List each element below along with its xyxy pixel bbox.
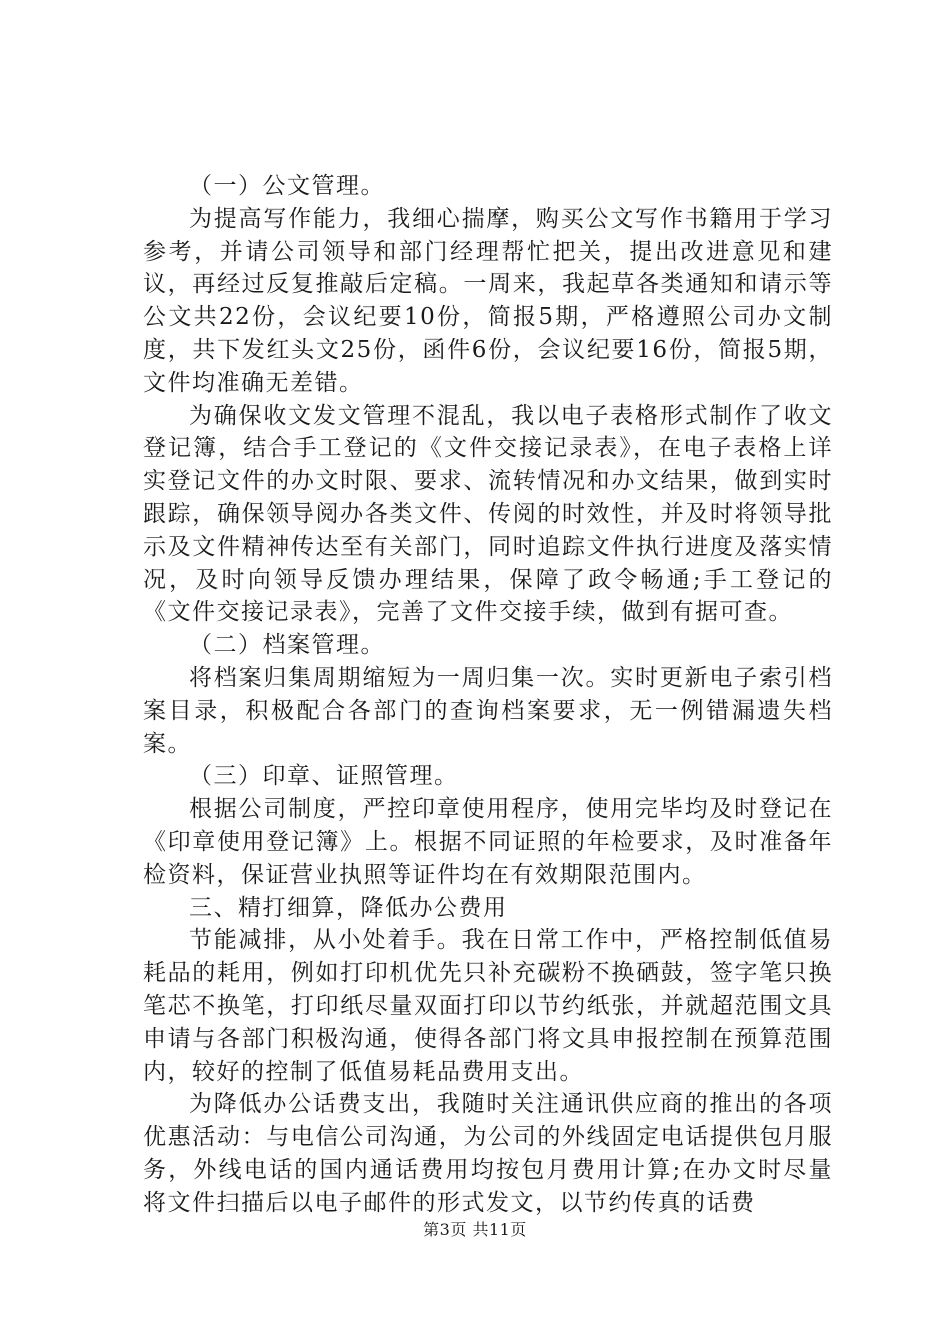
paragraph-energy-saving: 节能减排，从小处着手。我在日常工作中，严格控制低值易耗品的耗用，例如打印机优先只补充碳粉不换硒鼓，签字笔只换笔芯不换笔，打印纸尽量双面打印以节约纸张，并就超范围文具申请与各部门积极沟通，使得各部门将文具申报控制在预算范围内，较好的控制了低值易耗品费用支出。 <box>143 927 833 1085</box>
paragraph-archive: 将档案归集周期缩短为一周归集一次。实时更新电子索引档案目录，积极配合各部门的查询档案要求，无一例错漏遗失档案。 <box>143 664 833 757</box>
section-heading-archive-management: （二）档案管理。 <box>189 632 385 659</box>
paragraph-document-registration: 为确保收文发文管理不混乱，我以电子表格形式制作了收文登记簿，结合手工登记的《文件交接记录表》，在电子表格上详实登记文件的办文时限、要求、流转情况和办文结果，做到实时跟踪，确保领导阅办各类文件、传阅的时效性，并及时将领导批示及文件精神传达至有关部门，同时追踪文件执行进度及落实情况，及时向领导反馈办理结果，保障了政令畅通;手工登记的《文件交接记录表》，完善了文件交接手续，做到有据可查。 <box>143 402 833 626</box>
section-heading-seal-license-management: （三）印章、证照管理。 <box>189 763 459 790</box>
paragraph-seal-license: 根据公司制度，严控印章使用程序，使用完毕均及时登记在《印章使用登记簿》上。根据不同证照的年检要求，及时准备年检资料，保证营业执照等证件均在有效期限范围内。 <box>143 796 833 888</box>
paragraph-phone-costs: 为降低办公话费支出，我随时关注通讯供应商的推出的各项优惠活动：与电信公司沟通，为公司的外线固定电话提供包月服务，外线电话的国内通话费用均按包月费用计算;在办文时尽量将文件扫描后以电子邮件的形式发文，以节约传真的话费 <box>143 1091 833 1216</box>
section-heading-document-management: （一）公文管理。 <box>189 173 385 199</box>
page-number-footer: 第3页 共11页 <box>423 1220 527 1239</box>
document-body <box>143 170 833 1220</box>
section-heading-reduce-costs: 三、精打细算，降低办公费用 <box>189 894 508 921</box>
paragraph-writing-ability: 为提高写作能力，我细心揣摩，购买公文写作书籍用于学习参考，并请公司领导和部门经理帮忙把关，提出改进意见和建议，再经过反复推敲后定稿。一周来，我起草各类通知和请示等公文共22份，会议纪要10份，简报5期，严格遵照公司办文制度，共下发红头文25份，函件6份，会议纪要16份，简报5期，文件均准确无差错。 <box>143 205 833 396</box>
